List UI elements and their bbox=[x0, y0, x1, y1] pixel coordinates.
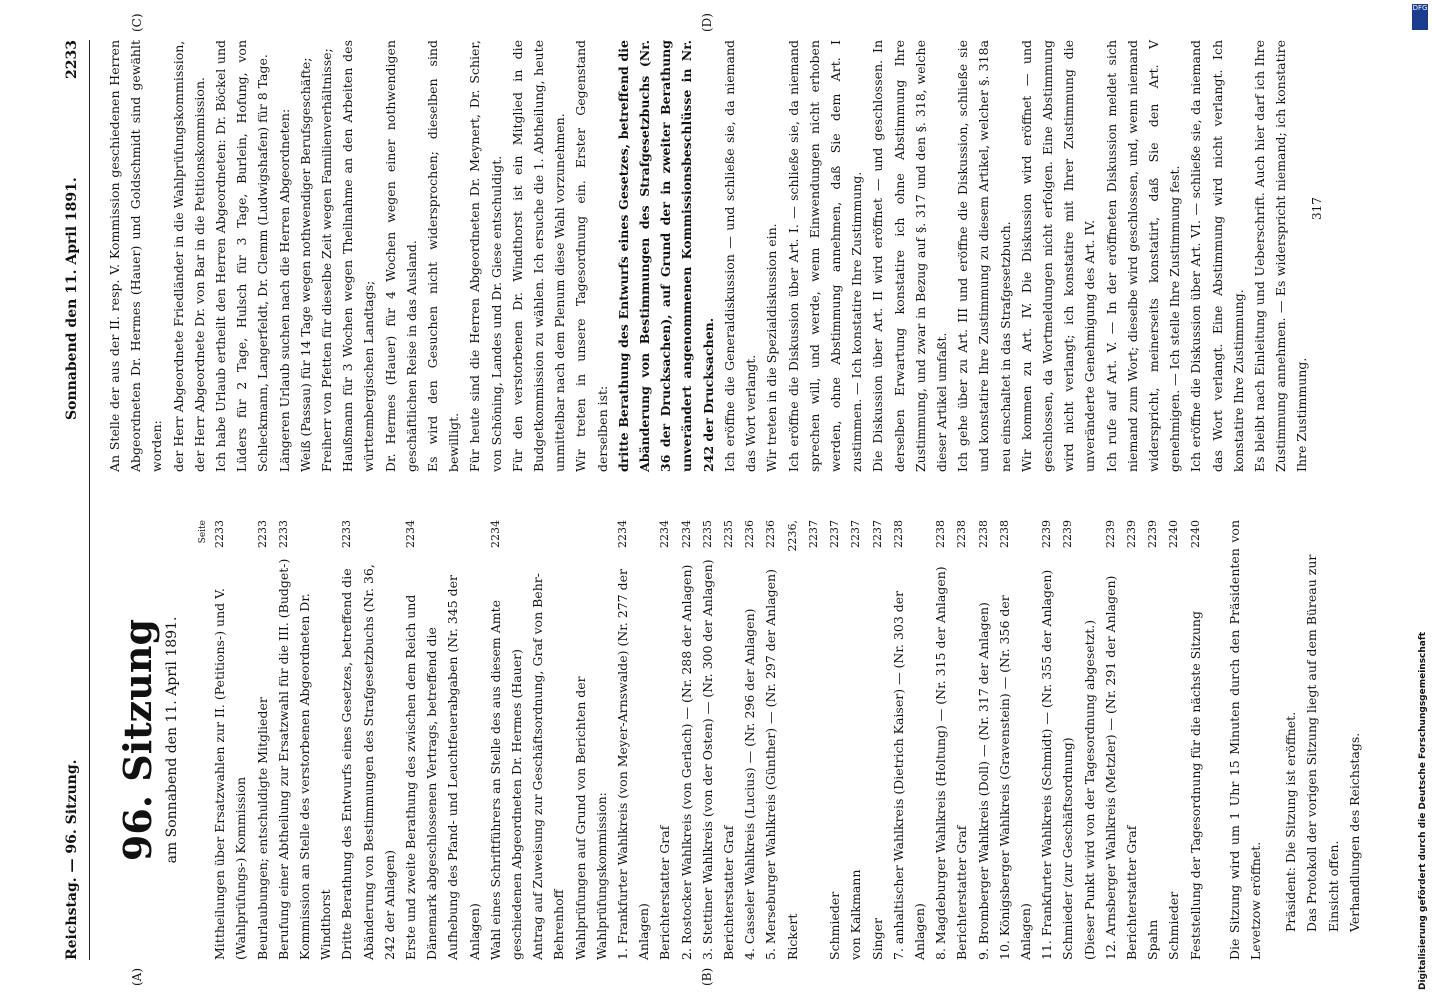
toc-entry-text: Wahl eines Schriftführers an Stelle des aus diesem Amte geschiedenen Abgeordneten Dr. Hermes (Hauer) bbox=[487, 599, 525, 960]
toc-entry-page: 2233 bbox=[213, 520, 227, 548]
toc-entry-page: 2238 bbox=[891, 520, 905, 548]
toc-entry-page bbox=[527, 520, 569, 556]
toc-entry-page bbox=[570, 520, 612, 556]
toc-entry bbox=[760, 520, 781, 960]
toc-entry bbox=[400, 520, 485, 960]
toc-entry bbox=[782, 520, 824, 960]
toc-entry bbox=[824, 520, 845, 960]
toc-entry-page: 2239 bbox=[1061, 520, 1075, 548]
toc-entry-text: Schmieder bbox=[827, 891, 843, 960]
toc-entry-text: 1. Frankfurter Wahlkreis (von Meyer-Arnswalde) (Nr. 277 der Anlagen) bbox=[615, 568, 652, 960]
body-paragraph: Es bleibt nach Einleitung und Ueberschrift. Auch hier darf ich Ihre Zustimmung annehmen. — Es widerspricht niemand; ich konstatire Ihre Zustimmung. bbox=[1251, 40, 1310, 472]
toc-entry-text: 11. Frankfurter Wahlkreis (Schmidt) — (Nr. 355 der Anlagen) bbox=[1039, 569, 1055, 960]
body-paragraph: dritte Berathung des Entwurfs eines Gesetzes, betreffend die Abänderung von Bestimmungen des Strafgesetzbuchs (Nr. 36 der Drucksachen), auf Grund der in zweiter Berathung unverändert angenommenen Kommissionsbeschlüsse in Nr. 242 der Drucksachen. bbox=[615, 40, 716, 472]
toc-entry-text: 5. Merseburger Wahlkreis (Günther) — (Nr. 297 der Anlagen) bbox=[763, 569, 779, 960]
left-paragraphs bbox=[1280, 520, 1365, 960]
toc-entry bbox=[994, 520, 1036, 960]
body-paragraph: Längeren Urlaub suchen nach die Herren Abgeordneten: bbox=[276, 108, 292, 472]
session-date: am Sonnabend den 11. April 1891. bbox=[164, 616, 180, 864]
toc-entry-text: Berichterstatter Graf bbox=[721, 825, 737, 960]
toc-entry-page: 2234 bbox=[488, 520, 502, 548]
body-paragraph: Haußmann für 3 Wochen wegen Theilnahme an den Arbeiten des württembergischen Landtags; bbox=[340, 40, 377, 472]
toc-entry-text: Dritte Berathung des Entwurfs eines Gesetzes, betreffend die Abänderung von Bestimmungen des Strafgesetzbuchs (Nr. 36, 242 der Anlagen) bbox=[339, 564, 397, 960]
toc-entry-page: 2237 bbox=[849, 520, 863, 548]
toc-entry-page: 2234 bbox=[679, 520, 693, 548]
toc-entry bbox=[1142, 520, 1163, 960]
toc-entry-page: 2239 bbox=[1040, 520, 1054, 548]
toc-entry bbox=[527, 520, 569, 960]
toc-entry bbox=[888, 520, 930, 960]
toc-entry bbox=[930, 520, 951, 960]
toc-entry-text: Berichterstatter Graf bbox=[1123, 825, 1139, 960]
body-paragraph: An Stelle der aus der II. resp. V. Kommission geschiedenen Herren Abgeordneten Dr. Hermes (Hauer) und Goldschmidt sind gewählt worden: bbox=[107, 40, 165, 472]
body-paragraph: der Herr Abgeordnete Dr. von Bar in die Petitionskommission. bbox=[191, 77, 207, 472]
body-paragraph: Die Diskussion über Art. II wird eröffnet — und geschlossen. In derselben Erwartung konstatire ich ohne Abstimmung Ihre Zustimmung, und zwar in Bezug auf §. 317 und den §. 318, welche dieser Artikel umfaßt. bbox=[870, 40, 949, 472]
toc-entry bbox=[1185, 520, 1206, 960]
body-paragraph: Wir treten in die Spezialdiskussion ein. bbox=[764, 223, 780, 472]
left-paragraph: Das Protokoll der vorigen Sitzung liegt auf dem Büreau zur Einsicht offen. bbox=[1304, 554, 1341, 932]
header-rule bbox=[89, 40, 90, 960]
session-title: 96. Sitzung bbox=[115, 618, 160, 862]
body-paragraph: Ich eröffne die Diskussion über Art. VI. — schließe sie, da niemand das Wort verlangt. Eine Abstimmung wird nicht verlangt. Ich konstatire Ihre Zustimmung. bbox=[1188, 40, 1246, 472]
margin-mark-a: (A) bbox=[130, 967, 144, 986]
toc-entry-text: Singer bbox=[869, 918, 885, 960]
header-left: Reichstag. — 96. Sitzung. bbox=[64, 759, 80, 960]
body-paragraph: Es wird den Gesuchen nicht widersprochen; dieselben sind bewilligt. bbox=[425, 40, 462, 472]
toc-entry-page: 2239 bbox=[1124, 520, 1138, 548]
toc-entry bbox=[973, 520, 994, 960]
toc-entry bbox=[336, 520, 400, 960]
toc-entry-page: 2236, 2237 bbox=[785, 520, 820, 552]
page-signature: 317 bbox=[1310, 197, 1324, 220]
toc-entry-text: von Kalkmann bbox=[848, 869, 864, 960]
toc-entry bbox=[612, 520, 654, 960]
toc-entry bbox=[570, 520, 612, 960]
funding-sidenote-text: Digitalisierung gefördert durch die Deutsche Forschungsgemeinschaft bbox=[1418, 631, 1428, 990]
toc-entry-text: Beurlaubungen; entschuldigte Mitglieder bbox=[254, 697, 270, 960]
toc-entry-page: 2237 bbox=[828, 520, 842, 548]
toc-entry bbox=[1079, 520, 1100, 960]
dfg-logo bbox=[1412, 4, 1428, 30]
toc-entry-page: 2236 bbox=[764, 520, 778, 548]
toc-entry bbox=[252, 520, 273, 960]
header-page-number: 2233 bbox=[64, 40, 80, 79]
toc-entry-text: Berichterstatter Graf bbox=[954, 825, 970, 960]
toc-page-label: Seite bbox=[198, 520, 209, 544]
toc-entry-text: 12. Arnsberger Wahlkreis (Metzler) — (Nr. 291 der Anlagen) bbox=[1102, 575, 1118, 960]
toc-entry-text: Schmieder (zur Geschäftsordnung) bbox=[1060, 737, 1076, 960]
toc-entry-text: Berufung einer Abtheilung zur Ersatzwahl für die III. (Budget-) Kommission an Stelle des verstorbenen Abgeordneten Dr. Windthorst bbox=[275, 558, 334, 960]
toc-entry-text: Erste und zweite Berathung des zwischen dem Reich und Dänemark abgeschlossenen Vertrags, betreffend die Aufhebung des Pfand- und Leuchtfeuerabgaben (Nr. 345 der Anlagen) bbox=[403, 574, 482, 960]
table-of-contents bbox=[209, 520, 1206, 960]
body-paragraph: Ich rufe auf Art. V. — In der eröffneten Diskussion meldet sich niemand zum Wort; dieselbe wird geschlossen, und, wenn niemand widerspricht, meinerseits konstatirt, daß Sie den Art. V genehmigen. — Ich stelle Ihre Zustimmung fest. bbox=[1103, 40, 1183, 472]
margin-mark-b: (B) bbox=[700, 967, 714, 986]
toc-entry bbox=[273, 520, 337, 960]
toc-entry bbox=[1100, 520, 1121, 960]
toc-entry-page: 2235 bbox=[722, 520, 736, 548]
body-paragraph: Freiherr von Pfetten für dieselbe Zeit wegen Familienverhältnisse; bbox=[319, 48, 335, 472]
toc-entry-page: 2238 bbox=[934, 520, 948, 548]
toc-entry-page: 2233 bbox=[276, 520, 290, 548]
toc-entry-page bbox=[1079, 520, 1100, 556]
body-paragraph: Für heute sind die Herren Abgeordneten Dr. Meynert, Dr. Schier, von Schöning, Landes und Dr. Giese entschuldigt. bbox=[467, 40, 504, 472]
toc-entry bbox=[654, 520, 675, 960]
toc-entry-text: Berichterstatter Graf bbox=[657, 825, 673, 960]
toc-entry-page: 2240 bbox=[1167, 520, 1181, 548]
toc-entry-text: (Dieser Punkt wird von der Tagesordnung abgesetzt.) bbox=[1081, 619, 1097, 960]
toc-entry-page: 2236 bbox=[743, 520, 757, 548]
toc-entry-page: 2237 bbox=[870, 520, 884, 548]
toc-entry-text: 4. Casseler Wahlkreis (Lucius) — (Nr. 296 der Anlagen) bbox=[742, 608, 758, 960]
body-paragraph: der Herr Abgeordnete Friedländer in die Wahlprüfungskommission, bbox=[170, 40, 186, 472]
toc-entry-page: 2235 bbox=[700, 520, 714, 548]
toc-entry bbox=[739, 520, 760, 960]
toc-entry bbox=[209, 520, 251, 960]
toc-entry bbox=[1057, 520, 1078, 960]
toc-entry-text: 8. Magdeburger Wahlkreis (Holtung) — (Nr. 315 der Anlagen) bbox=[933, 566, 949, 960]
toc-entry-page: 2233 bbox=[340, 520, 354, 548]
body-paragraph: Ich eröffne die Diskussion über Art. I. — schließe sie, da niemand sprechen will, und werde, wenn Einwendungen nicht erhoben werden, ohne Abstimmung annehmen, daß Sie dem Art. I zustimmen. — Ich konstatire Ihre Zustimmung. bbox=[785, 40, 865, 472]
toc-entry-text: Schmieder bbox=[1166, 891, 1182, 960]
left-paragraph: Verhandlungen des Reichstags. bbox=[1346, 732, 1362, 932]
toc-entry bbox=[867, 520, 888, 960]
toc-entry bbox=[951, 520, 972, 960]
toc-entry bbox=[676, 520, 697, 960]
header-center: Sonnabend den 11. April 1891. bbox=[64, 177, 80, 420]
toc-entry bbox=[845, 520, 866, 960]
toc-entry-text: 9. Bromberger Wahlkreis (Doll) — (Nr. 317 der Anlagen) bbox=[975, 602, 991, 960]
funding-sidenote bbox=[1404, 30, 1428, 990]
toc-entry-text: Antrag auf Zuweisung zur Geschäftsordnung, Graf von Behr-Behrenhoff bbox=[530, 573, 567, 960]
toc-entry bbox=[718, 520, 739, 960]
toc-entry-text: Rickert bbox=[784, 913, 800, 960]
toc-entry-text: Wahlprüfungen auf Grund von Berichten der Wahlprüfungskommission: bbox=[572, 676, 609, 960]
toc-entry-page: 2233 bbox=[255, 520, 269, 548]
right-column bbox=[104, 40, 1313, 500]
toc-entry-text: Feststellung der Tagesordnung für die nächste Sitzung bbox=[1187, 611, 1203, 960]
toc-entry-text: 2. Rostocker Wahlkreis (von Gerlach) — (Nr. 288 der Anlagen) bbox=[678, 564, 694, 960]
toc-entry-text: Mittheilungen über Ersatzwahlen zur II. (Petitions-) und V. (Wahlprüfungs-) Kommission bbox=[212, 588, 249, 960]
toc-entry-page: 2234 bbox=[404, 520, 418, 548]
toc-entry bbox=[485, 520, 527, 960]
toc-entry-text: Spahn bbox=[1145, 919, 1161, 960]
toc-entry bbox=[1121, 520, 1142, 960]
margin-mark-d: (D) bbox=[700, 13, 714, 32]
toc-entry-page: 2239 bbox=[1103, 520, 1117, 548]
opening-statement: Die Sitzung wird um 1 Uhr 15 Minuten durch den Präsidenten von Levetzow eröffnet. bbox=[1226, 520, 1263, 960]
body-paragraph: Ich gehe über zu Art. III und eröffne die Diskussion, schließe sie und konstatire Ihre Zustimmung zu diesem Artikel, welcher §. 318a neu einschaltet in das Strafgesetzbuch. bbox=[955, 40, 1013, 472]
dfg-logo-text: DFG bbox=[1412, 4, 1428, 12]
left-column bbox=[104, 520, 1365, 960]
toc-entry bbox=[1163, 520, 1184, 960]
body-paragraph: Dr. Hermes (Hauer) für 4 Wochen wegen einer nothwendigen geschäftlichen Reise in das Ausland. bbox=[382, 40, 419, 472]
toc-entry-text: 7. anhaltischer Wahlkreis (Dietrich Kaiser) — (Nr. 303 der Anlagen) bbox=[890, 590, 927, 960]
body-paragraph: Ich habe Urlaub ertheilt den Herren Abgeordneten: Dr. Böckel und Lüders für 2 Tage, Hulsch für 3 Tage, Burlein, Hofung, von Schleckmann, Langerfeldt, Dr. Clemm (Ludwigshafen) für 8 Tage. bbox=[213, 40, 271, 472]
body-paragraph: Ich eröffne die Generaldiskussion — und schließe sie, da niemand das Wort verlangt. bbox=[721, 40, 759, 472]
toc-entry-page: 2238 bbox=[955, 520, 969, 548]
running-header bbox=[64, 40, 88, 960]
toc-entry-page: 2234 bbox=[616, 520, 630, 548]
toc-entry-page: 2234 bbox=[658, 520, 672, 548]
toc-entry-page: 2238 bbox=[997, 520, 1011, 548]
toc-entry-page: 2238 bbox=[976, 520, 990, 548]
toc-entry bbox=[697, 520, 718, 960]
toc-entry bbox=[1036, 520, 1057, 960]
toc-entry-page: 2239 bbox=[1146, 520, 1160, 548]
body-paragraph: Wir treten in unsere Tagesordnung ein. Erster Gegenstand derselben ist: bbox=[573, 40, 610, 472]
toc-entry-text: 3. Stettiner Wahlkreis (von der Osten) — (Nr. 300 der Anlagen) bbox=[699, 559, 715, 960]
left-paragraph: Präsident: Die Sitzung ist eröffnet. bbox=[1283, 711, 1299, 932]
margin-mark-c: (C) bbox=[130, 13, 144, 32]
body-paragraph: Weiß (Passau) für 14 Tage wegen nothwendiger Berufsgeschäfte; bbox=[297, 57, 313, 472]
body-paragraph: Wir kommen zu Art. IV. Die Diskussion wird eröffnet — und geschlossen, da Wortmeldungen nicht erfolgen. Eine Abstimmung wird nicht verlangt; ich konstatire mit Ihrer Zustimmung die unveränderte Genehmigung des Art. IV. bbox=[1018, 40, 1098, 472]
toc-entry-page: 2240 bbox=[1188, 520, 1202, 548]
toc-entry-text: 10. Königsberger Wahlkreis (Gravenstein) — (Nr. 356 der Anlagen) bbox=[996, 595, 1033, 960]
body-paragraph: Für den verstorbenen Dr. Windthorst ist ein Mitglied in die Budgetkommission zu wählen. Ich ersuche die 1. Abtheilung, heute unmittelbar nach dem Plenum diese Wahl vorzunehmen. bbox=[509, 40, 568, 472]
